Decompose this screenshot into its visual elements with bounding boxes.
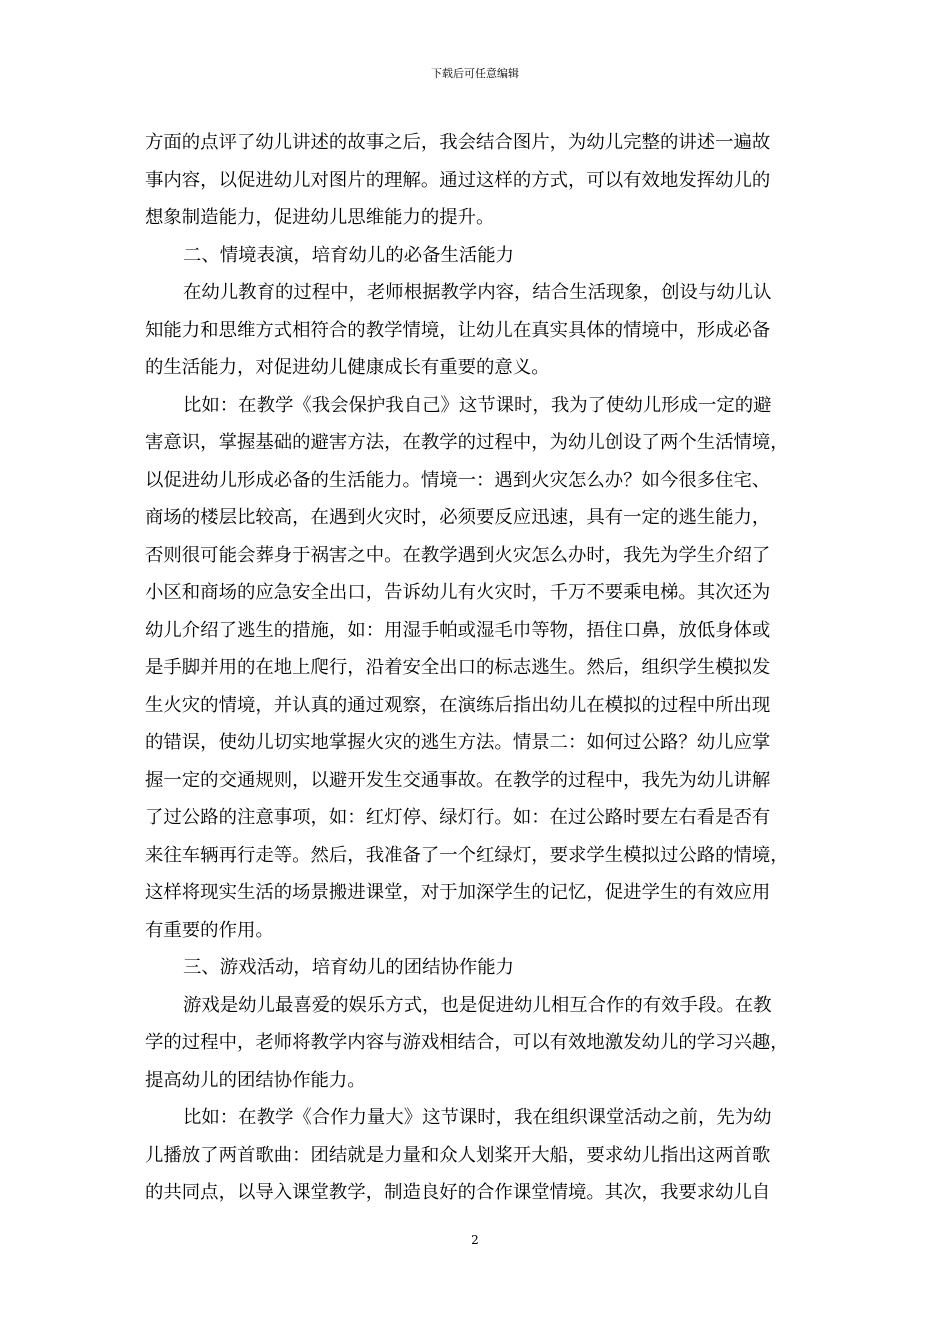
text-line: 想象制造能力，促进幼儿思维能力的提升。	[145, 207, 495, 228]
text-line: 提高幼儿的团结协作能力。	[145, 1069, 366, 1091]
text-line: 有重要的作用。	[145, 919, 274, 941]
text-line: 事内容，以促进幼儿对图片的理解。通过这样的方式，可以有效地发挥幼儿的	[145, 169, 771, 191]
text-line: 游戏是幼儿最喜爱的娱乐方式，也是促进幼儿相互合作的有效手段。在教	[183, 994, 772, 1016]
text-line: 在幼儿教育的过程中，老师根据教学内容，结合生活现象，创设与幼儿认	[183, 282, 772, 303]
text-line: 握一定的交通规则，以避开发生交通事故。在教学的过程中，我先为幼儿讲解	[145, 769, 771, 791]
text-line: 三、游戏活动，培育幼儿的团结协作能力	[183, 957, 515, 978]
text-line: 二、情境表演，培育幼儿的必备生活能力	[183, 244, 515, 266]
text-line: 小区和商场的应急安全出口，告诉幼儿有火灾时，千万不要乘电梯。其次还为	[145, 582, 771, 603]
text-line: 方面的点评了幼儿讲述的故事之后，我会结合图片，为幼儿完整的讲述一遍故	[145, 132, 771, 153]
text-line: 知能力和思维方式相符合的教学情境，让幼儿在真实具体的情境中，形成必备	[145, 319, 771, 341]
text-line: 的共同点，以导入课堂教学，制造良好的合作课堂情境。其次，我要求幼儿自	[145, 1182, 771, 1203]
document-body	[145, 124, 810, 1212]
text-line: 否则很可能会葬身于祸害之中。在教学遇到火灾怎么办时，我先为学生介绍了	[145, 544, 771, 566]
text-line: 商场的楼层比较高，在遇到火灾时，必须要反应迅速，具有一定的逃生能力，	[145, 507, 771, 528]
page-header: 下载后可任意编辑	[431, 67, 519, 80]
text-line: 学的过程中，老师将教学内容与游戏相结合，可以有效地激发幼儿的学习兴趣，	[145, 1032, 789, 1053]
text-line: 是手脚并用的在地上爬行，沿着安全出口的标志逃生。然后，组织学生模拟发	[145, 657, 771, 678]
text-line: 以促进幼儿形成必备的生活能力。情境一：遇到火灾怎么办？如今很多住宅、	[145, 469, 771, 491]
text-line: 这样将现实生活的场景搬进课堂，对于加深学生的记忆，促进学生的有效应用	[145, 882, 771, 903]
text-line: 儿播放了两首歌曲：团结就是力量和众人划桨开大船，要求幼儿指出这两首歌	[145, 1144, 771, 1166]
text-line: 的生活能力，对促进幼儿健康成长有重要的意义。	[145, 357, 550, 378]
text-line: 生火灾的情境，并认真的通过观察，在演练后指出幼儿在模拟的过程中所出现	[145, 694, 771, 716]
text-line: 了过公路的注意事项，如：红灯停、绿灯行。如：在过公路时要左右看是否有	[145, 807, 771, 828]
text-line: 比如：在教学《合作力量大》这节课时，我在组织课堂活动之前，先为幼	[183, 1107, 772, 1128]
text-line: 比如：在教学《我会保护我自己》这节课时，我为了使幼儿形成一定的避	[183, 394, 772, 416]
text-line: 害意识，掌握基础的避害方法，在教学的过程中，为幼儿创设了两个生活情境，	[145, 432, 789, 453]
text-line: 的错误，使幼儿切实地掌握火灾的逃生方法。情景二：如何过公路？幼儿应掌	[145, 732, 771, 753]
page-number: 2	[471, 1233, 479, 1247]
text-line: 幼儿介绍了逃生的措施，如：用湿手帕或湿毛巾等物，捂住口鼻，放低身体或	[145, 619, 771, 641]
text-line: 来往车辆再行走等。然后，我准备了一个红绿灯，要求学生模拟过公路的情境，	[145, 844, 789, 866]
